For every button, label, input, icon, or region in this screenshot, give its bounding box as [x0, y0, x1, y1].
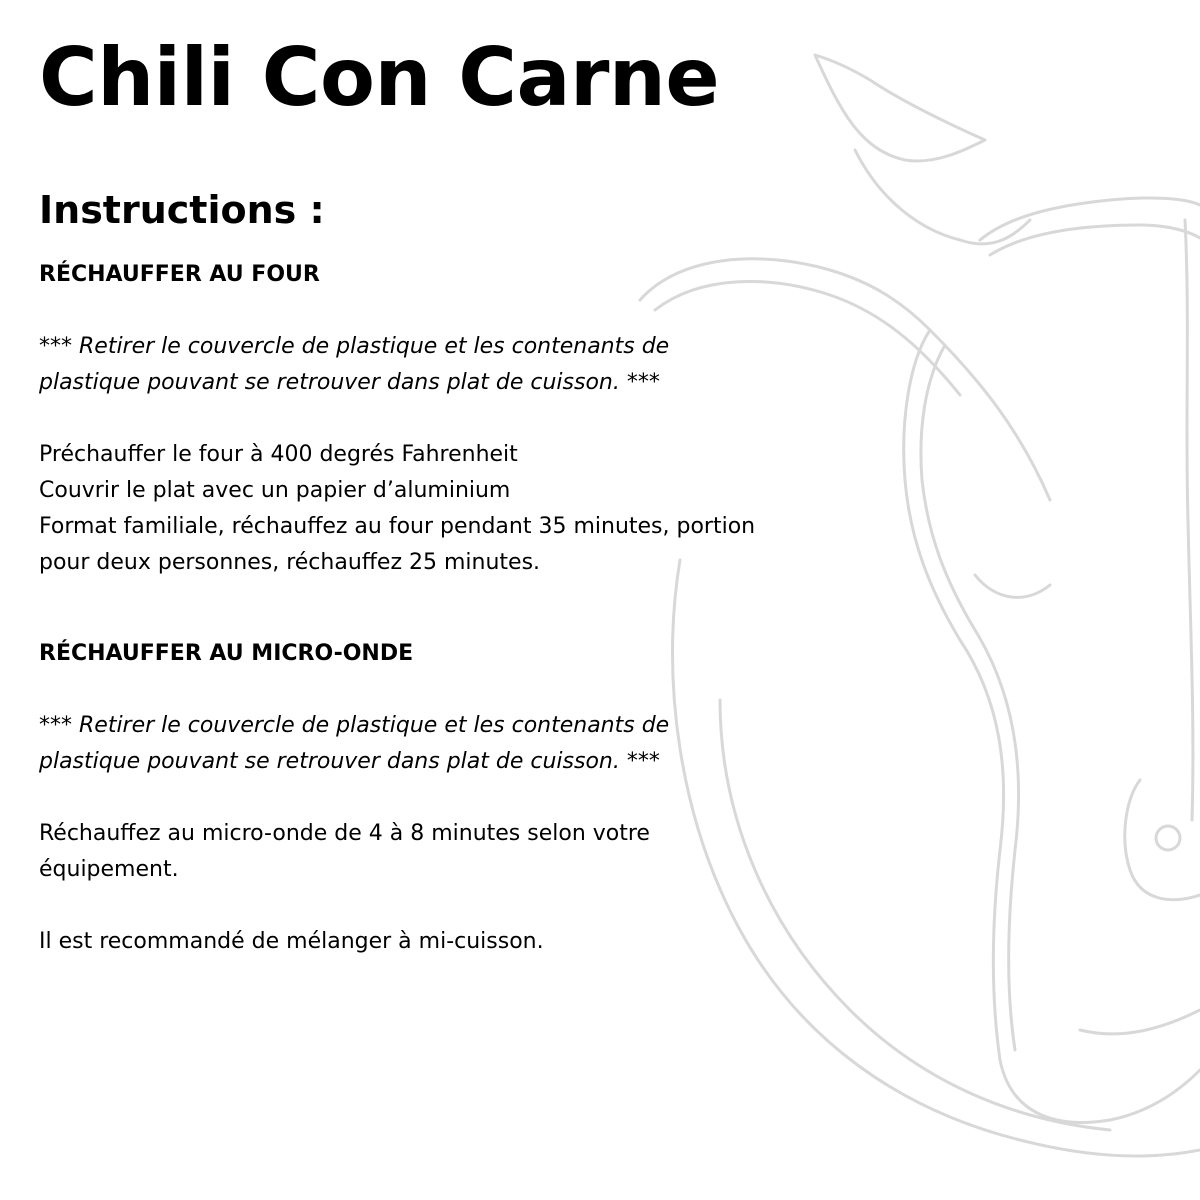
microwave-step-block	[39, 816, 759, 888]
oven-steps	[39, 437, 759, 581]
nostril-outline	[1156, 826, 1180, 850]
microwave-tip: Il est recommandé de mélanger à mi-cuisson.	[39, 929, 544, 954]
oven-step-cover: Couvrir le plat avec un papier d’aluminium	[39, 478, 511, 503]
microwave-step: Réchauffez au micro-onde de 4 à 8 minutes selon votre équipement.	[39, 821, 650, 882]
eye-outline	[975, 575, 1050, 597]
jaw-outline	[720, 700, 1110, 1130]
instructions-heading: Instructions :	[39, 188, 325, 232]
microwave-section	[39, 636, 759, 672]
microwave-section-title: RÉCHAUFFER AU MICRO-ONDE	[39, 641, 414, 666]
microwave-warning-block	[39, 708, 759, 780]
face-inner-outline	[921, 345, 1019, 1050]
snout-outline	[1125, 780, 1200, 900]
oven-step-preheat: Préchauffer le four à 400 degrés Fahrenheit	[39, 442, 518, 467]
microwave-warning: *** Retirer le couvercle de plastique et les contenants de plastique pouvant se retrouver dans plat de cuisson. ***	[39, 713, 670, 774]
oven-section	[39, 257, 759, 293]
oven-step-duration: Format familiale, réchauffez au four pendant 35 minutes, portion pour deux personnes, réchauffez 25 minutes.	[39, 514, 756, 575]
horn-base-outline	[855, 150, 1030, 244]
oven-section-title: RÉCHAUFFER AU FOUR	[39, 262, 320, 287]
microwave-tip-block	[39, 924, 759, 960]
right-contour	[1185, 220, 1193, 820]
face-outline	[904, 330, 1200, 1123]
snout-lower-outline	[1080, 1010, 1200, 1034]
recipe-title: Chili Con Carne	[39, 31, 720, 124]
horn-outline	[815, 55, 985, 161]
oven-warning-block	[39, 329, 759, 401]
oven-warning: *** Retirer le couvercle de plastique et les contenants de plastique pouvant se retrouver dans plat de cuisson. ***	[39, 334, 670, 395]
